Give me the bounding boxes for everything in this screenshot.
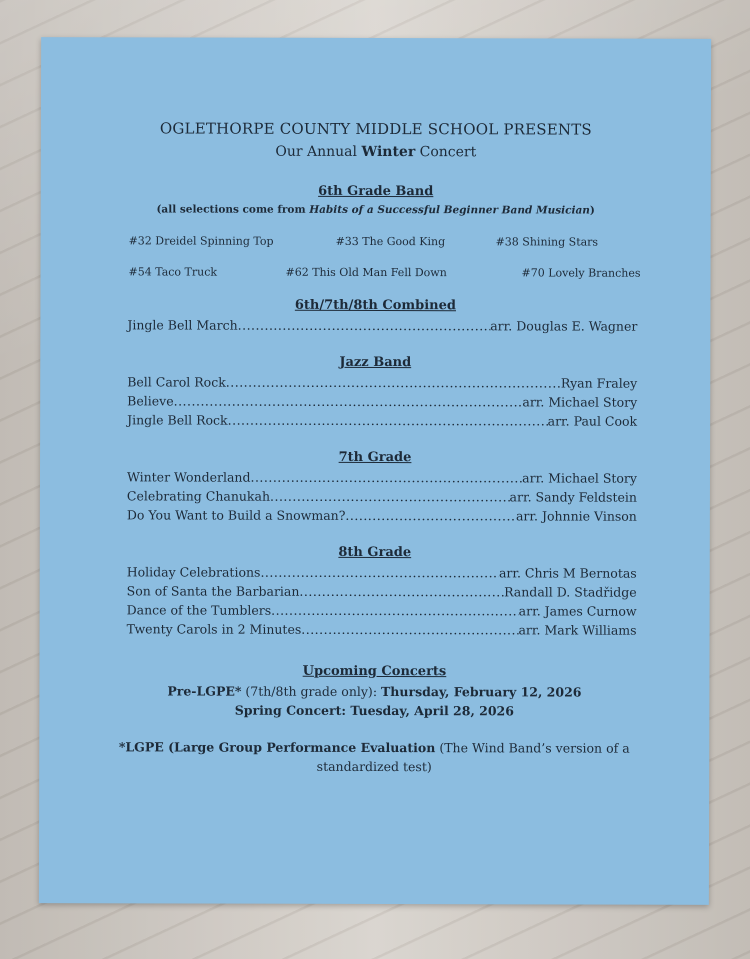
pre-lgpe-label: Pre-LGPE* — [167, 683, 242, 699]
footnote-line-2: standardized test) — [316, 758, 432, 775]
list-item: #70 Lovely Branches — [521, 266, 641, 280]
footnote-explanation: (The Wind Band’s version of a — [435, 740, 630, 756]
note-prefix: (all selections come from — [156, 203, 310, 216]
piece-credit: arr. Michael Story — [522, 470, 638, 486]
list-item: #32 Dreidel Spinning Top — [128, 234, 274, 248]
piece-credit: arr. Michael Story — [522, 394, 638, 410]
subtitle-emphasis: Winter — [361, 143, 416, 161]
section-heading-upcoming: Upcoming Concerts — [302, 663, 447, 680]
selections-note — [41, 203, 711, 217]
piece-title: Holiday Celebrations — [126, 564, 261, 580]
piece-row — [127, 564, 637, 580]
program-subtitle — [41, 143, 711, 161]
note-book-title: Habits of a Successful Beginner Band Musician — [309, 203, 590, 217]
pre-lgpe-scope: (7th/8th grade only): — [241, 683, 382, 700]
piece-credit: Ryan Fraley — [560, 375, 638, 391]
piece-credit: arr. James Curnow — [518, 603, 637, 619]
list-item: #38 Shining Stars — [495, 235, 599, 249]
piece-title: Son of Santa the Barbarian — [126, 583, 300, 599]
pre-lgpe-date: Thursday, February 12, 2026 — [380, 684, 582, 700]
concert-program-sheet — [39, 37, 711, 905]
piece-row — [127, 621, 637, 637]
note-suffix: ) — [589, 204, 595, 217]
piece-row — [127, 488, 637, 504]
piece-row — [127, 469, 637, 485]
piece-credit: arr. Mark Williams — [518, 622, 637, 638]
upcoming-line-2: Spring Concert: Tuesday, April 28, 2026 — [234, 702, 514, 719]
piece-title: Bell Carol Rock — [127, 374, 226, 390]
subtitle-prefix: Our Annual — [275, 143, 362, 160]
section-heading-7th-grade: 7th Grade — [338, 449, 412, 466]
piece-row — [127, 583, 637, 599]
footnote-line-1 — [39, 739, 709, 756]
piece-title: Do You Want to Build a Snowman? — [126, 507, 346, 523]
piece-credit: Randall D. Stadřidge — [504, 584, 637, 600]
list-item: #54 Taco Truck — [128, 265, 218, 279]
program-title: OGLETHORPE COUNTY MIDDLE SCHOOL PRESENTS — [159, 119, 592, 139]
piece-title: Dance of the Tumblers — [126, 602, 272, 618]
piece-row — [127, 317, 637, 333]
piece-credit: arr. Paul Cook — [547, 413, 638, 429]
footnote-definition: *LGPE (Large Group Performance Evaluation — [118, 739, 436, 756]
piece-title: Twenty Carols in 2 Minutes — [126, 621, 302, 637]
piece-credit: arr. Sandy Feldstein — [509, 489, 637, 505]
section-heading-8th-grade: 8th Grade — [338, 544, 412, 561]
upcoming-line-1 — [39, 683, 709, 700]
piece-row — [127, 374, 637, 390]
section-heading-6th-grade-band: 6th Grade Band — [318, 183, 434, 200]
piece-title: Jingle Bell March — [127, 317, 238, 333]
piece-row — [127, 507, 637, 523]
piece-credit: arr. Johnnie Vinson — [515, 508, 637, 524]
piece-row — [127, 393, 637, 409]
section-heading-jazz-band: Jazz Band — [339, 354, 412, 371]
piece-title: Jingle Bell Rock — [127, 412, 228, 428]
piece-title: Celebrating Chanukah — [126, 488, 271, 504]
subtitle-suffix: Concert — [415, 144, 477, 161]
section-heading-combined: 6th/7th/8th Combined — [294, 297, 457, 314]
piece-row — [127, 602, 637, 618]
list-item: #62 This Old Man Fell Down — [285, 265, 447, 280]
list-item: #33 The Good King — [335, 234, 446, 249]
piece-title: Believe — [127, 393, 174, 409]
piece-credit: arr. Chris M Bernotas — [498, 565, 637, 581]
piece-row — [127, 412, 637, 428]
piece-credit: arr. Douglas E. Wagner — [490, 318, 638, 334]
piece-title: Winter Wonderland — [126, 469, 251, 485]
